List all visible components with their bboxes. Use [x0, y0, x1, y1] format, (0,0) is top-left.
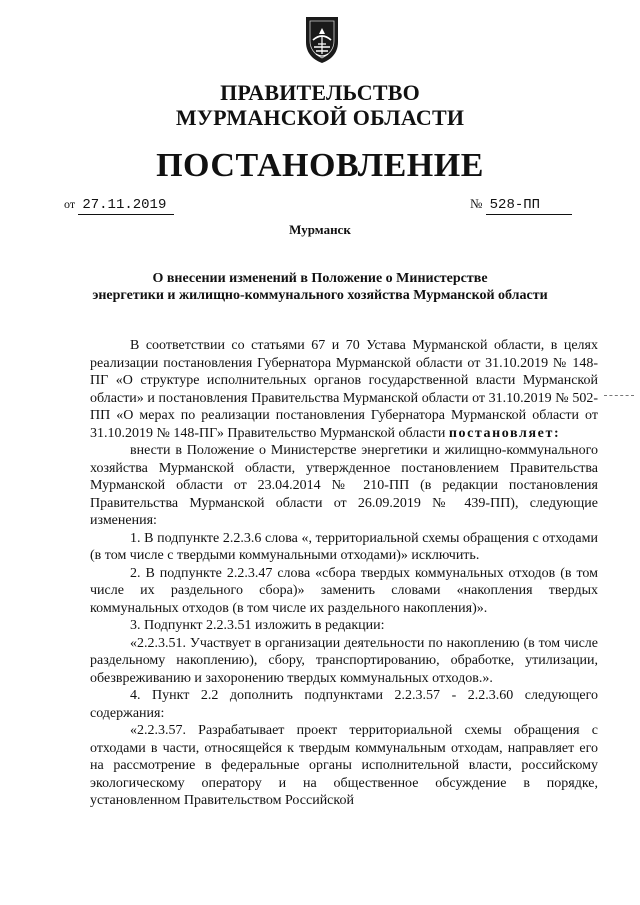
preamble-text: В соответствии со статьями 67 и 70 Устава Мурманской области, в целях реализации постановления Губернатора Мурманской области от 31.10.2019 № 148-ПГ «О структуре исполнительных органов государственной власти Мурманской области» и постановления Правительства Мурманской области от 31.10.2019 № 502-ПП «О мерах по реализации постановления Губернатора Мурманской области от 31.10.2019 № 148-ПГ» Правительство Мурманской области	[90, 338, 598, 441]
subject-line2: энергетики и жилищно-коммунального хозяйства Мурманской области	[92, 288, 548, 303]
document-type-title: ПОСТАНОВЛЕНИЕ	[156, 147, 484, 184]
body-paragraph-amend: внести в Положение о Министерстве энергетики и жилищно-коммунального хозяйства Мурманской области, утвержденное постановлением Правительства Мурманской области от 23.04.2014 № 210-ПП (в редакции постановления Правительства Мурманской области от 26.09.2019 № 439-ПП), следующие изменения:	[90, 443, 598, 528]
body-item-3: 3. Подпункт 2.2.3.51 изложить в редакции:	[130, 618, 385, 633]
margin-mark	[604, 395, 634, 396]
document-number: 528-ПП	[486, 197, 572, 215]
number-field	[470, 196, 572, 215]
document-body	[90, 337, 598, 810]
body-item-4: 4. Пункт 2.2 дополнить подпунктами 2.2.3.57 - 2.2.3.60 следующего содержания:	[90, 688, 598, 721]
document-date: 27.11.2019	[78, 197, 174, 215]
body-item-2: 2. В подпункте 2.2.3.47 слова «сбора твердых коммунальных отходов (в том числе их раздельного сбора)» заменить словами «накопления твердых коммунальных отходов (в том числе их раздельного накопления)».	[90, 565, 598, 616]
body-quote-2-2-3-51: «2.2.3.51. Участвует в организации деятельности по накоплению (в том числе раздельному накоплению), сбору, транспортированию, обработке, утилизации, обезвреживанию и захоронению твердых коммунальных отходов.».	[90, 635, 598, 686]
date-prefix: от	[64, 197, 76, 211]
body-quote-2-2-3-57: «2.2.3.57. Разрабатывает проект территориальной схемы обращения с отходами в части, относящейся к твердым коммунальным отходам, направляет его на рассмотрение в федеральные органы исполнительной власти, российскому экологическому оператору и на общественное обсуждение в порядке, установленном Правительством Российской	[90, 723, 598, 808]
government-title-line2: МУРМАНСКОЙ ОБЛАСТИ	[175, 105, 465, 130]
body-item-1: 1. В подпункте 2.2.3.6 слова «, территориальной схемы обращения с отходами (в том числе с твердыми коммунальными отходами)» исключить.	[90, 530, 598, 563]
number-prefix: №	[470, 196, 483, 211]
subject-line1: О внесении изменений в Положение о Министерстве	[152, 271, 488, 286]
document-subject	[40, 270, 600, 304]
date-field	[64, 196, 174, 215]
government-title-line1: ПРАВИТЕЛЬСТВО	[220, 80, 420, 105]
city-name: Мурманск	[289, 222, 351, 237]
resolves-keyword: постановляет:	[448, 425, 561, 441]
body-paragraph-preamble	[90, 337, 598, 442]
murmansk-coat-of-arms-icon	[302, 14, 342, 64]
